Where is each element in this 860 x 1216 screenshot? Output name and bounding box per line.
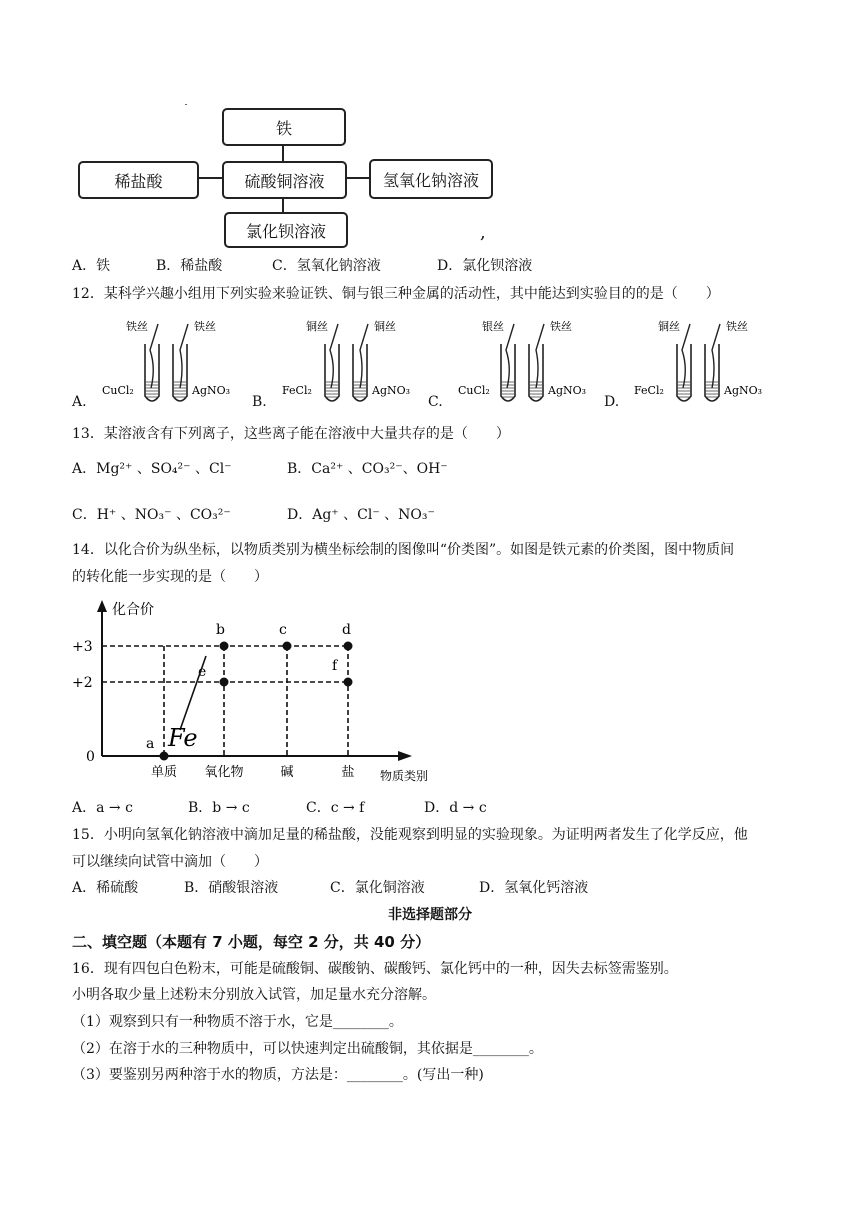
- q12-setup-letter: A.: [72, 394, 87, 410]
- q15-option-c: C．氯化铜溶液: [330, 880, 425, 896]
- q11-option-c: C．氢氧化钠溶液: [272, 258, 381, 274]
- test-tube: [173, 324, 188, 401]
- q16-sub1: （1）观察到只有一种物质不溶于水，它是________。: [72, 1014, 403, 1030]
- q14-stem-line1: 14．以化合价为纵坐标，以物质类别为横坐标绘制的图像叫“价类图”。如图是铁元素的价类图，图中物质间: [72, 542, 735, 558]
- wire-label: 银丝: [482, 320, 504, 333]
- q12-setup-letter: B.: [252, 394, 267, 410]
- q14-option-a: A．a → c: [72, 800, 133, 816]
- solution-label: FeCl₂: [634, 384, 664, 397]
- wire-label: 铜丝: [306, 320, 328, 333]
- solution-label: AgNO₃: [192, 384, 231, 397]
- q12-setup-apparatus: [458, 316, 618, 408]
- q14-option-b: B．b → c: [188, 800, 250, 816]
- x-tick-label: 盐: [341, 765, 355, 780]
- solution-label: FeCl₂: [282, 384, 312, 397]
- data-point: [344, 642, 353, 651]
- y-tick-label: 0: [86, 749, 95, 765]
- q16-sub3: （3）要鉴别另两种溶于水的物质，方法是：________。(写出一种): [72, 1067, 484, 1083]
- y-tick-label: +3: [72, 639, 93, 655]
- x-tick-label: 单质: [150, 765, 178, 780]
- q15-option-d: D．氢氧化钙溶液: [479, 880, 589, 896]
- data-point-label: a: [146, 736, 155, 752]
- q11-box-naoh: 氢氧化钠溶液: [369, 159, 493, 199]
- q13-option-b: B．Ca²⁺ 、CO₃²⁻、OH⁻: [287, 461, 448, 477]
- q14-option-c: C．c → f: [306, 800, 365, 816]
- handwritten-fe: Fe: [168, 724, 198, 752]
- q14-stem-line2: 的转化能一步实现的是（ ）: [72, 569, 268, 585]
- test-tube: [353, 324, 368, 401]
- test-tube: [677, 324, 691, 401]
- q12-setup-letter: D.: [604, 394, 620, 410]
- q12-setup-apparatus: [102, 316, 262, 408]
- data-point-label: c: [279, 622, 287, 638]
- test-tube: [501, 324, 515, 401]
- wire-label: 铁丝: [126, 320, 148, 333]
- wire-label: 铜丝: [374, 320, 396, 333]
- q13-option-a: A．Mg²⁺ 、SO₄²⁻ 、Cl⁻: [72, 461, 232, 477]
- valence-category-chart: [72, 596, 472, 792]
- q15-stem-line2: 可以继续向试管中滴加（ ）: [72, 854, 268, 870]
- test-tube: [705, 324, 720, 401]
- solution-label: AgNO₃: [724, 384, 763, 397]
- q12-stem: 12．某科学兴趣小组用下列实验来验证铁、铜与银三种金属的活动性，其中能达到实验目的的是（ ）: [72, 286, 720, 302]
- section-title: 非选择题部分: [388, 907, 472, 923]
- wire-label: 铁丝: [726, 320, 748, 333]
- x-axis-arrow: [398, 751, 412, 761]
- q11-box-copper-sulfate: 硫酸铜溶液: [222, 161, 347, 199]
- q11-option-b: B．稀盐酸: [156, 258, 223, 274]
- q11-box-iron: 铁: [222, 108, 346, 146]
- data-point: [160, 752, 169, 761]
- y-axis-title: 化合价: [112, 602, 154, 618]
- q11-options: [72, 256, 532, 276]
- data-point-label: d: [342, 622, 351, 638]
- x-axis-title: 物质类别: [380, 769, 429, 783]
- q13-stem: 13．某溶液含有下列离子，这些离子能在溶液中大量共存的是（ ）: [72, 426, 510, 442]
- q12-setup-apparatus: [282, 316, 442, 408]
- q11-box-dilute-hcl: 稀盐酸: [78, 161, 199, 199]
- wire-label: 铜丝: [658, 320, 680, 333]
- q15-option-b: B．硝酸银溶液: [184, 880, 279, 896]
- q12-setup-letter: C.: [428, 394, 443, 410]
- data-point-label: e: [198, 664, 207, 680]
- q14-options: [72, 798, 487, 818]
- solution-label: CuCl₂: [102, 384, 134, 397]
- solution-label: CuCl₂: [458, 384, 490, 397]
- solution-label: AgNO₃: [548, 384, 587, 397]
- test-tube: [529, 324, 544, 401]
- test-tube: [325, 324, 339, 401]
- q13-option-d: D．Ag⁺ 、Cl⁻ 、NO₃⁻: [287, 507, 435, 523]
- solution-label: AgNO₃: [372, 384, 411, 397]
- data-point-label: b: [216, 622, 225, 638]
- q14-option-d: D．d → c: [424, 800, 487, 816]
- data-point: [283, 642, 292, 651]
- q16-sub2: （2）在溶于水的三种物质中，可以快速判定出硫酸铜，其依据是________。: [72, 1041, 543, 1057]
- x-tick-label: 氧化物: [204, 765, 244, 780]
- q11-option-a: A．铁: [72, 258, 111, 274]
- y-tick-label: +2: [72, 675, 93, 691]
- q12-setup-apparatus: [634, 316, 794, 408]
- data-point-label: f: [332, 658, 338, 674]
- y-axis-arrow: [97, 600, 107, 612]
- q13-option-c: C．H⁺ 、NO₃⁻ 、CO₃²⁻: [72, 507, 231, 523]
- x-tick-label: 碱: [280, 765, 294, 780]
- q16-line1: 16．现有四包白色粉末，可能是硫酸铜、碳酸钠、碳酸钙、氯化钙中的一种，因失去标签需鉴别。: [72, 961, 678, 977]
- handwritten-stroke: [180, 656, 206, 730]
- q11-option-d: D．氯化钡溶液: [437, 258, 533, 274]
- q16-line2: 小明各取少量上述粉末分别放入试管，加足量水充分溶解。: [72, 987, 436, 1003]
- data-point: [220, 642, 229, 651]
- q15-option-a: A．稀硫酸: [72, 880, 139, 896]
- data-point: [344, 678, 353, 687]
- data-point: [220, 678, 229, 687]
- test-tube: [145, 324, 159, 401]
- q15-options: [72, 878, 588, 898]
- section-heading: 二、填空题（本题有 7 小题，每空 2 分，共 40 分）: [72, 933, 431, 951]
- q15-stem-line1: 15．小明向氢氧化钠溶液中滴加足量的稀盐酸，没能观察到明显的实验现象。为证明两者发生了化学反应，他: [72, 827, 748, 843]
- stray-mark: ,: [480, 222, 486, 243]
- wire-label: 铁丝: [194, 320, 216, 333]
- q11-box-bacl2: 氯化钡溶液: [224, 212, 348, 248]
- wire-label: 铁丝: [550, 320, 572, 333]
